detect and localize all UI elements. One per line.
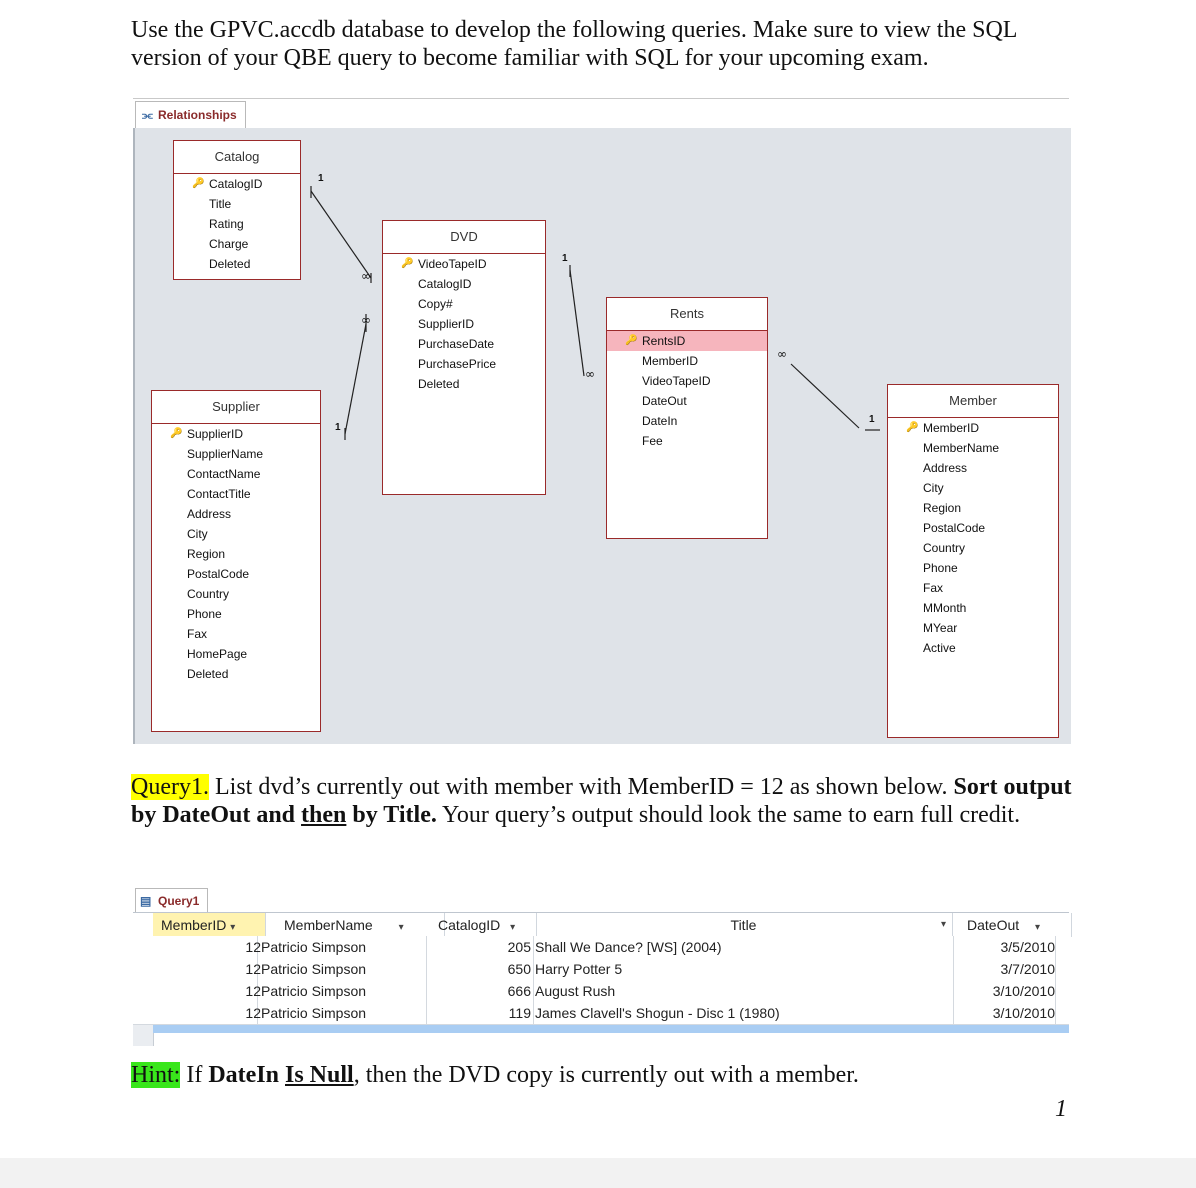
field-copy[interactable]: Copy# — [418, 297, 453, 311]
table-row[interactable] — [133, 958, 1069, 981]
field-catalogid[interactable]: 🔑 CatalogID — [174, 174, 300, 194]
cell-dateout[interactable]: 3/10/2010 — [955, 980, 1056, 1002]
table-row[interactable] — [133, 1002, 1069, 1025]
field-rentsid[interactable]: 🔑 RentsID — [607, 331, 767, 351]
table-dvd[interactable] — [382, 220, 546, 495]
field-supplierid[interactable]: SupplierID — [418, 317, 475, 331]
table-member-title: Member — [888, 385, 1058, 418]
relationships-tab-label: Relationships — [158, 108, 237, 122]
field-rating[interactable]: Rating — [209, 217, 244, 231]
col-header-title[interactable]: Title ▾ — [535, 913, 953, 937]
dropdown-arrow-icon[interactable]: ▾ — [510, 922, 516, 933]
query1-label: Query1. — [131, 774, 209, 800]
dropdown-arrow-icon[interactable]: ▾ — [1035, 922, 1041, 933]
relationships-tab[interactable] — [135, 101, 246, 128]
query1-text-a: List dvd’s currently out with member with MemberID = 12 as shown below. — [208, 774, 954, 800]
cell-membername[interactable]: Patricio Simpson — [261, 936, 427, 958]
new-record-row[interactable] — [153, 1025, 1069, 1033]
hint-label: Hint: — [131, 1062, 181, 1088]
table-catalog[interactable] — [173, 140, 301, 280]
field-myear[interactable]: MYear — [923, 621, 958, 635]
cell-title[interactable]: August Rush — [535, 980, 954, 1002]
col-header-membername[interactable]: MemberName ▾ — [266, 913, 445, 937]
many-label-rents-dvd: ∞ — [585, 367, 595, 381]
cell-title[interactable]: Shall We Dance? [WS] (2004) — [535, 936, 954, 958]
field-postalcode[interactable]: PostalCode — [923, 521, 986, 535]
cell-membername[interactable]: Patricio Simpson — [261, 980, 427, 1002]
one-label-catalog: 1 — [318, 173, 324, 184]
query-icon: ▤ — [140, 894, 152, 908]
field-title[interactable]: Title — [209, 197, 232, 211]
dropdown-arrow-icon[interactable]: ▾ — [398, 922, 404, 933]
table-catalog-title: Catalog — [174, 141, 300, 174]
cell-dateout[interactable]: 3/5/2010 — [955, 936, 1056, 958]
query1-tab[interactable] — [135, 888, 208, 913]
cell-dateout[interactable]: 3/10/2010 — [955, 1002, 1056, 1024]
field-memberid[interactable]: MemberID — [642, 354, 699, 368]
field-fax[interactable]: Fax — [187, 627, 208, 641]
rel-line-supplier-dvd — [345, 324, 366, 434]
rel-line-catalog-dvd — [311, 191, 371, 278]
datasheet-header — [133, 912, 1069, 938]
rel-line-dvd-rents — [570, 270, 584, 376]
relationships-tabbar — [133, 98, 1069, 129]
field-country[interactable]: Country — [923, 541, 966, 555]
field-contactname[interactable]: ContactName — [187, 467, 261, 481]
field-videotapeid[interactable]: 🔑 VideoTapeID — [383, 254, 545, 274]
table-supplier-title: Supplier — [152, 391, 320, 424]
bottom-bar — [0, 1158, 1196, 1188]
query1-bold-underline: then — [301, 802, 347, 828]
col-header-memberid[interactable]: MemberID ▾ — [153, 913, 266, 937]
cell-memberid[interactable]: 12 — [153, 980, 258, 1002]
one-label-member: 1 — [869, 414, 875, 425]
field-fee[interactable]: Fee — [642, 434, 663, 448]
field-phone[interactable]: Phone — [923, 561, 958, 575]
field-address[interactable]: Address — [923, 461, 968, 475]
cell-catalogid[interactable]: 666 — [427, 980, 534, 1002]
field-contacttitle[interactable]: ContactTitle — [187, 487, 251, 501]
query1-instructions — [131, 773, 1091, 829]
many-label-rents-member: ∞ — [777, 347, 787, 361]
field-phone[interactable]: Phone — [187, 607, 222, 621]
hint-datein: DateIn — [208, 1062, 279, 1088]
cell-memberid[interactable]: 12 — [153, 958, 258, 980]
dropdown-arrow-icon[interactable]: ▾ — [230, 922, 236, 933]
cell-membername[interactable]: Patricio Simpson — [261, 958, 427, 980]
hint-is-null: Is Null — [285, 1062, 354, 1088]
cell-title[interactable]: Harry Potter 5 — [535, 958, 954, 980]
field-address[interactable]: Address — [187, 507, 232, 521]
field-deleted[interactable]: Deleted — [187, 667, 229, 681]
field-mmonth[interactable]: MMonth — [923, 601, 967, 615]
cell-catalogid[interactable]: 119 — [427, 1002, 534, 1024]
relationships-canvas — [133, 128, 1071, 744]
table-rents-title: Rents — [607, 298, 767, 331]
query-result-window — [133, 884, 1069, 1034]
dropdown-arrow-icon[interactable]: ▾ — [940, 919, 946, 930]
relationships-window — [133, 98, 1069, 744]
field-deleted[interactable]: Deleted — [209, 257, 251, 271]
field-videotapeid[interactable]: VideoTapeID — [642, 374, 711, 388]
field-deleted[interactable]: Deleted — [418, 377, 460, 391]
table-dvd-title: DVD — [383, 221, 545, 254]
cell-memberid[interactable]: 12 — [153, 1002, 258, 1024]
field-country[interactable]: Country — [187, 587, 230, 601]
field-memberid[interactable]: 🔑 MemberID — [888, 418, 1058, 438]
field-supplierid[interactable]: 🔑 SupplierID — [152, 424, 320, 444]
field-active[interactable]: Active — [923, 641, 956, 655]
field-city[interactable]: City — [923, 481, 944, 495]
page-number: 1 — [1055, 1096, 1067, 1122]
table-row[interactable] — [133, 936, 1069, 959]
cell-catalogid[interactable]: 650 — [427, 958, 534, 980]
cell-title[interactable]: James Clavell's Shogun - Disc 1 (1980) — [535, 1002, 954, 1024]
one-label-dvd: 1 — [562, 253, 568, 264]
field-purchaseprice[interactable]: PurchasePrice — [418, 357, 497, 371]
query1-bold-a: Sort output by DateOut and — [131, 774, 1072, 828]
intro-paragraph: Use the GPVC.accdb database to develop the following queries. Make sure to view the SQL version of your QBE query to become familiar with SQL for your upcoming exam. — [131, 17, 1017, 71]
query1-tab-label: Query1 — [158, 894, 200, 908]
cell-membername[interactable]: Patricio Simpson — [261, 1002, 427, 1024]
table-member[interactable] — [887, 384, 1059, 738]
cell-dateout[interactable]: 3/7/2010 — [955, 958, 1056, 980]
field-region[interactable]: Region — [923, 501, 962, 515]
field-charge[interactable]: Charge — [209, 237, 249, 251]
cell-catalogid[interactable]: 205 — [427, 936, 534, 958]
table-rents[interactable] — [606, 297, 768, 539]
field-postalcode[interactable]: PostalCode — [187, 567, 250, 581]
field-purchasedate[interactable]: PurchaseDate — [418, 337, 495, 351]
many-label-dvd-catalog: ∞ — [361, 269, 371, 283]
field-dateout[interactable]: DateOut — [642, 394, 687, 408]
one-label-supplier: 1 — [335, 422, 341, 433]
col-header-dateout[interactable]: DateOut ▾ — [953, 913, 1072, 937]
col-header-catalogid[interactable]: CatalogID ▾ — [428, 913, 537, 937]
query1-bold-b: by Title. — [346, 802, 437, 828]
cell-memberid[interactable]: 12 — [153, 936, 258, 958]
many-label-dvd-supplier: ∞ — [361, 313, 371, 327]
field-suppliername[interactable]: SupplierName — [187, 447, 264, 461]
relationships-icon: ⫘ — [142, 108, 153, 122]
field-region[interactable]: Region — [187, 547, 226, 561]
table-row[interactable] — [133, 980, 1069, 1003]
field-fax[interactable]: Fax — [923, 581, 944, 595]
rel-line-rents-member — [791, 364, 859, 428]
field-homepage[interactable]: HomePage — [187, 647, 248, 661]
hint-paragraph: Hint: If DateIn Is Null, then the DVD copy is currently out with a member. — [131, 1062, 859, 1088]
query1-text-b: Your query’s output should look the same to earn full credit. — [436, 802, 1021, 828]
field-city[interactable]: City — [187, 527, 208, 541]
field-membername[interactable]: MemberName — [923, 441, 1000, 455]
table-supplier[interactable] — [151, 390, 321, 732]
field-catalogid[interactable]: CatalogID — [418, 277, 472, 291]
field-datein[interactable]: DateIn — [642, 414, 678, 428]
